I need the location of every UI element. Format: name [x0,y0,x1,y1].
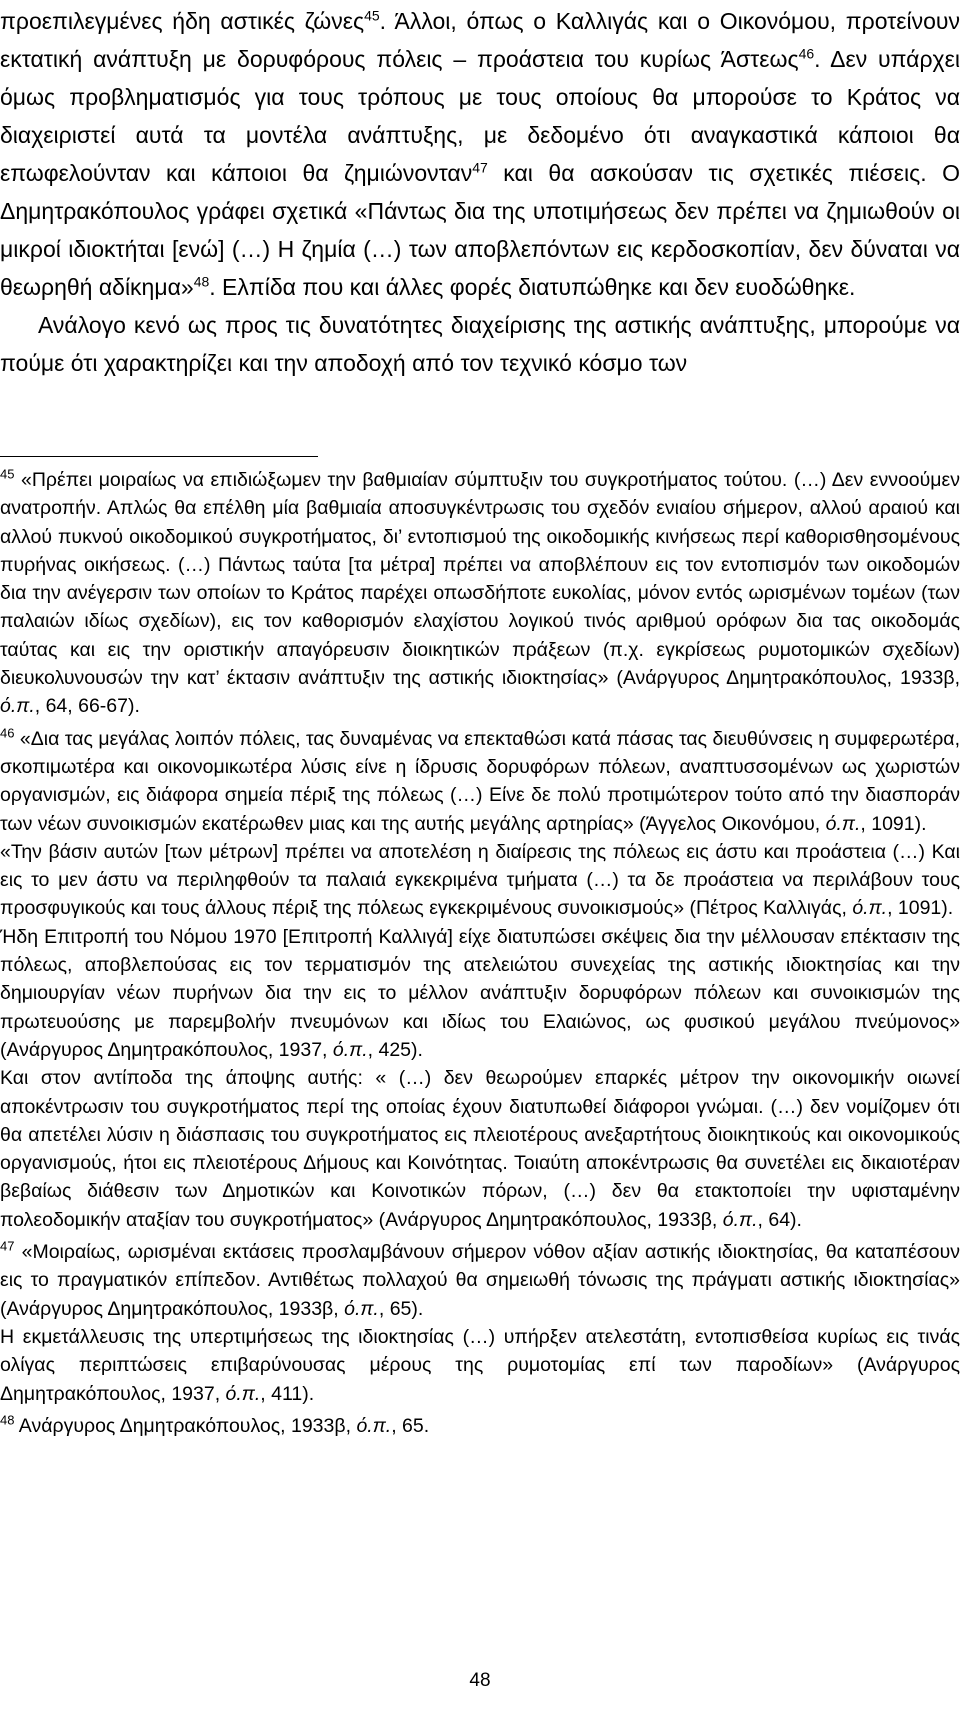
footnote-italic: ό.π. [722,1208,758,1231]
footnote-number: 48 [0,1412,15,1428]
footnotes [0,466,960,1440]
footnote-number: 47 [0,1238,15,1254]
footnote-text: Ήδη Επιτροπή του Νόμου 1970 [Επιτροπή Καλλιγά] είχε διατυπώσει σκέψεις δια την μέλλουσαν επέκτασιν της πόλεως, αποβλεπούσας εις τον τερματισμόν της ατελειώτου συνεχείας της αστικής ιδιοκτησίας και την δημιουργίαν νέων πυρήνων δια την εις το μέλλον ανάπτυξιν δορυφόρων πόλεων και συνοικισμών της πρωτευούσης με παρεμβολήν πνευμόνων και ιδίως του Ελαιώνος, ως φυσικού μεγάλου πνεύμονος» (Ανάργυρος Δημητρακόπουλος, 1937, [0,925,960,1061]
footnote-45 [0,466,960,721]
footnote-italic: ό.π. [825,812,861,835]
text-run: . Άλλοι, όπως ο Καλλιγάς και ο Οικονόμου, προτείνουν εκτατική ανάπτυξη με δορυφόρους πόλεις – προάστεια του κυρίως Άστεως [0,8,960,72]
footnote-text: , 64). [757,1208,802,1231]
paragraph [0,2,960,306]
footnote-46-para [0,923,960,1064]
footnote-48 [0,1412,960,1440]
footnote-text: , 1091). [860,812,927,835]
footnote-ref-47[interactable]: 47 [472,159,488,176]
page-number: 48 [469,1670,491,1691]
footnote-text: «Πρέπει μοιραίως να επιδιώξωμεν την βαθμιαίαν σύμπτυξιν του συγκροτήματος τούτου. (…) Δεν εννοούμεν ανατροπήν. Απλώς θα επέλθη μία βαθμιαία αποσυγκέντρωσις του σχεδόν ενιαίου σήμερον, αλλού αραιού και αλλού πυκνού οικοδομικού συγκροτήματος, δι’ εντοπισμού της οικοδομικής κινήσεως περί καθορισθησομένους πυρήνας οικήσεως. (…) Πάντως ταύτα [τα μέτρα] πρέπει να αποβλέπουν εις τον εντοπισμόν των οικοδομών δια την ανέγερσιν των οποίων το Κράτος παρέχει οπωσδήποτε ευκολίας, μόνον εντός ωρισμένων τομέων (των παλαιών ιδίως σχεδίων), εις τον καθορισμόν ελαχίστου λογικού τινός αριθμού ορόφων δια τας οικοδομάς ταύτας και εις την οριστικήν απαγόρευσιν διοικητικών πράξεων (π.χ. εγκρίσεως ρυμοτομικών σχεδίων) διευκολυνουσών την κατ’ έκτασιν ανάπτυξιν της αστικής ιδιοκτησίας» (Ανάργυρος Δημητρακόπουλος, 1933β, [0,469,960,690]
footnote-text: , 425). [367,1038,423,1061]
footnote-text: Ανάργυρος Δημητρακόπουλος, 1933β, [14,1414,357,1437]
footnote-text: , 65. [391,1414,430,1437]
footnote-46 [0,725,960,838]
footnote-number: 46 [0,725,15,741]
paragraph: Ανάλογο κενό ως προς τις δυνατότητες διαχείρισης της αστικής ανάπτυξης, μπορούμε να πούμε ότι χαρακτηρίζει και την αποδοχή από τον τεχνικό κόσμο των [0,312,960,376]
footnote-italic: ό.π. [225,1382,261,1405]
footnote-47-para [0,1323,960,1408]
footnote-47 [0,1238,960,1323]
footnote-text: «Μοιραίως, ωρισμέναι εκτάσεις προσλαμβάνουν σήμερον νόθον αξίαν αστικής ιδιοκτησίας, θα καταπέσουν εις το πραγματικόν επίπεδον. Αντιθέτως πολλαχού θα σημειωθή τόνωσις της πράγματι αστικής ιδιοκτησίας» (Ανάργυρος Δημητρακόπουλος, 1933β, [0,1241,960,1320]
footnote-ref-45[interactable]: 45 [364,7,380,24]
footnote-text: «Την βάσιν αυτών [των μέτρων] πρέπει να αποτελέση η διαίρεσις της πόλεως εις άστυ και προάστεια (…) Και εις το μεν άστυ να περιληφθούν τα παλαιά εγκεκριμένα τμήματα (…) τα δε προάστεια να περιλάβουν τους προσφυγικούς και τους άλλους πέριξ της πόλεως εγκεκριμένους συνοικισμούς» (Πέτρος Καλλιγάς, [0,840,960,920]
footnote-46-para [0,1064,960,1234]
text-run: και θα ασκούσαν τις σχετικές πιέσεις. Ο Δημητρακόπουλος γράφει σχετικά «Πάντως δια της υποτιμήσεως δεν πρέπει να ζημιωθούν οι μικροί ιδιοκτήται [ενώ] (…) Η ζημία (…) των αποβλεπόντων εις κερδοσκοπίαν, δεν δύναται να θεωρηθή αδίκημα» [0,160,960,300]
text-run: προεπιλεγμένες ήδη αστικές ζώνες [0,8,365,34]
footnote-text: Και στον αντίποδα της άποψης αυτής: « (…) δεν θεωρούμεν επαρκές μέτρον την οικονομικήν οιωνεί αποκέντρωσιν του συγκροτήματος περί της οποίας έχουν διατυπωθεί διάφοροι γνώμαι. (…) δεν νομίζομεν ότι θα απετέλει λύσιν η διάσπασις του συγκροτήματος εις πλειοτέρους ανεξαρτήτους διοικητικούς και οικονομικούς οργανισμούς, ήτοι εις πλειοτέρους Δήμους και Κοινότητας. Τοιαύτη αποκέντρωσις θα συνετέλει εις δικαιοτέραν βεβαίως διάθεσιν των Δημοτικών και Κοινοτικών πόρων, (…) δεν θα ετακτοποίει την υφισταμένην πολεοδομικήν αταξίαν του συγκροτήματος» (Ανάργυρος Δημητρακόπουλος, 1933β, [0,1067,960,1231]
footnote-text: , 65). [378,1297,424,1320]
footnote-text: , 411). [260,1382,315,1405]
footnote-ref-48[interactable]: 48 [193,273,210,290]
text-run: . Ελπίδα που και άλλες φορές διατυπώθηκε και δεν ευοδώθηκε. [209,274,856,300]
footnote-number: 45 [0,466,15,482]
footnote-separator [0,456,318,457]
footnote-ref-46[interactable]: 46 [798,45,815,62]
footnote-italic: ό.π. [344,1297,379,1320]
footnote-text: «Δια τας μεγάλας λοιπόν πόλεις, τας δυναμένας να επεκταθώσι κατά πάσας τας διευθύνσεις η συμφερωτέρα, σκοπιμωτέρα και οικονομικωτέρα λύσις είνε η ίδρυσις δορυφόρων πόλεων, αναπτυσσομένων ως χωριστών οργανισμών, εις διάφορα σημεία πέριξ της πόλεως (…) Είνε δε πολύ προτιμώτερον τούτο από την διασποράν των νέων συνοικισμών εκατέρωθεν μιας και της αυτής μεγάλης αρτηρίας» (Άγγελος Οικονόμου, [0,727,960,835]
footnote-italic: ό.π. [332,1038,368,1061]
footnote-italic: ό.π. [356,1414,392,1437]
footnote-text: Η εκμετάλλευσις της υπερτιμήσεως της ιδιοκτησίας (…) υπήρξεν ατελεστάτη, εντοπισθείσα κυρίως εις τινάς ολίγας περιπτώσεις επιβαρύνουσας μέρους της ρυμοτομίας επί των παροδίων» (Ανάργυρος Δημητρακόπουλος, 1937, [0,1325,960,1405]
footnote-italic: ό.π. [0,695,35,718]
main-text [0,2,960,382]
footnote-text: , 1091). [887,897,954,920]
footnote-italic: ό.π. [852,897,888,920]
footnote-46-para [0,838,960,923]
text-run: . Δεν υπάρχει όμως προβληματισμός για τους τρόπους με τους οποίους θα μπορούσε το Κράτος να διαχειριστεί αυτά τα μοντέλα ανάπτυξης, με δεδομένο ότι αναγκαστικά κάποιοι θα επωφελούνταν και κάποιοι θα ζημιώνονταν [0,46,960,186]
footnote-text: , 64, 66-67). [34,695,140,718]
